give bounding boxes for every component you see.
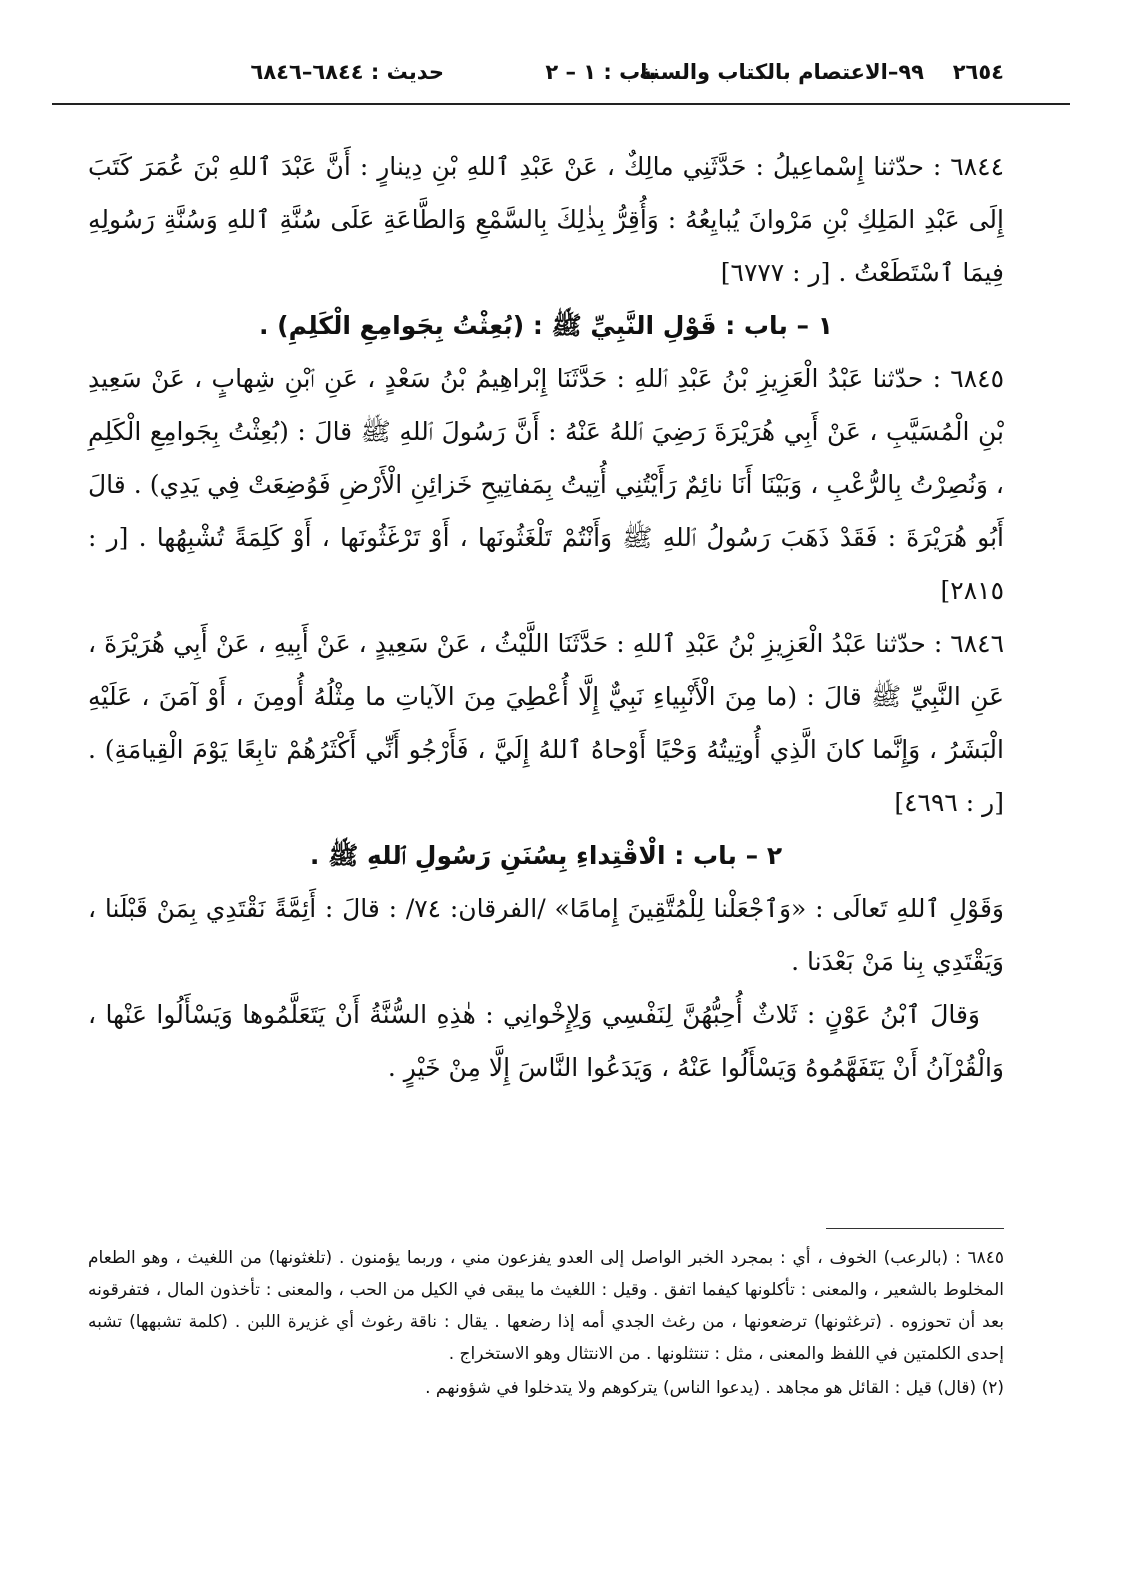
header-divider: [52, 103, 1070, 105]
main-text: [88, 140, 1004, 1094]
book-title: ٩٩–الاعتصام بالكتاب والسنة: [639, 60, 924, 84]
hadith-6845: ٦٨٤٥ : حدّثنا عَبْدُ الْعَزِيزِ بْنُ عَبْدِ ٱللهِ : حَدَّثَنَا إِبْراهِيمُ بْنُ سَعْدٍ ، عَنِ ٱبْنِ شِهابٍ ، عَنْ سَعِيدِ بْنِ الْمُسَيَّبِ ، عَنْ أَبِي هُرَيْرَةَ رَضِيَ ٱللهُ عَنْهُ : أَنَّ رَسُولَ ٱللهِ ﷺ قالَ : (بُعِثْتُ بِجَوامِعِ الْكَلِمِ ، وَنُصِرْتُ بِالرُّعْبِ ، وَبَيْنَا أَنَا نائِمٌ رَأَيْتُنِي أُتِيتُ بِمَفاتِيحِ خَزائِنِ الْأَرْضِ فَوُضِعَتْ فِي يَدِي) . قالَ أَبُو هُرَيْرَةَ : فَقَدْ ذَهَبَ رَسُولُ ٱللهِ ﷺ وَأَنْتُمْ تَلْغَثُونَها ، أَوْ تَرْغَثُونَها ، أَوْ كَلِمَةً تُشْبِهُها . [ر : ٢٨١٥]: [88, 364, 1004, 605]
chapter-heading-1: ١ – باب : قَوْلِ النَّبِيِّ ﷺ : (بُعِثْتُ بِجَوامِعِ الْكَلِمِ) .: [258, 311, 834, 340]
chapter-range: باب : ١ – ٢: [545, 60, 656, 84]
hadith-6844: ٦٨٤٤ : حدّثنا إِسْماعِيلُ : حَدَّثَنِي مالِكٌ ، عَنْ عَبْدِ ٱللهِ بْنِ دِينارٍ : أَنَّ عَبْدَ ٱللهِ بْنَ عُمَرَ كَتَبَ إِلَى عَبْدِ المَلِكِ بْنِ مَرْوانَ يُبايِعُهُ : وَأُقِرُّ بِذٰلِكَ بِالسَّمْعِ وَالطَّاعَةِ عَلَى سُنَّةِ ٱللهِ وَسُنَّةِ رَسُولِهِ فِيمَا ٱسْتَطَعْتُ . [ر : ٦٧٧٧]: [88, 152, 1004, 287]
running-header: [52, 52, 1004, 92]
footnotes: [88, 1242, 1004, 1404]
chapter-heading-2: ٢ – باب : الْاقْتِداءِ بِسُنَنِ رَسُولِ ٱللهِ ﷺ .: [309, 841, 783, 870]
ibn-awn-paragraph: وَقالَ ٱبْنُ عَوْنٍ : ثَلاثٌ أُحِبُّهُنَّ لِنَفْسِي وَلِإِخْوانِي : هٰذِهِ السُّنَّةُ أَنْ يَتَعَلَّمُوها وَيَسْأَلُوا عَنْها ، وَالْقُرْآنُ أَنْ يَتَفَهَّمُوهُ وَيَسْأَلُوا عَنْهُ ، وَيَدَعُوا النَّاسَ إِلَّا مِنْ خَيْرٍ .: [88, 1000, 1004, 1082]
footnote-2: (٢) (قال) قيل : القائل هو مجاهد . (يدعوا الناس) يتركوهم ولا يتدخلوا في شؤونهم .: [425, 1378, 1004, 1398]
footnote-6845: ٦٨٤٥ : (بالرعب) الخوف ، أي : بمجرد الخبر الواصل إلى العدو يفزعون مني ، وربما يؤمنون . (تلغثونها) من اللغيث ، وهو الطعام المخلوط بالشعير ، والمعنى : تأكلونها كيفما اتفق . وقيل : اللغيث ما يبقى في الكيل من الحب ، والمعنى : تأخذون المال ، فتفرقونه بعد أن تحوزوه . (ترغثونها) ترضعونها ، من رغث الجدي أمه إذا رضعها . يقال : ناقة رغوث أي غزيرة اللبن . (كلمة تشبهها) تشبه إحدى الكلمتين في اللفظ والمعنى ، مثل : تنتثلونها . من الانتثال وهو الاستخراج .: [88, 1248, 1004, 1364]
page-number: ٢٦٥٤: [952, 60, 1004, 84]
quran-citation-paragraph: وَقَوْلِ ٱللهِ تَعالَى : «وَٱجْعَلْنا لِلْمُتَّقِينَ إِمامًا» /الفرقان: ٧٤/ : قالَ : أَئِمَّةً نَقْتَدِي بِمَنْ قَبْلَنا ، وَيَقْتَدِي بِنا مَنْ بَعْدَنا .: [88, 894, 1004, 976]
hadith-range: حديث : ٦٨٤٤–٦٨٤٦: [250, 60, 444, 84]
footnote-divider: [826, 1228, 1004, 1229]
hadith-6846: ٦٨٤٦ : حدّثنا عَبْدُ الْعَزِيزِ بْنُ عَبْدِ ٱللهِ : حَدَّثَنَا اللَّيْثُ ، عَنْ سَعِيدٍ ، عَنْ أَبِيهِ ، عَنْ أَبِي هُرَيْرَةَ ، عَنِ النَّبِيِّ ﷺ قالَ : (ما مِنَ الْأَنْبِياءِ نَبِيٌّ إِلَّا أُعْطِيَ مِنَ الآياتِ ما مِثْلُهُ أُومِنَ ، أَوْ آمَنَ ، عَلَيْهِ الْبَشَرُ ، وَإِنَّما كانَ الَّذِي أُوتِيتُهُ وَحْيًا أَوْحاهُ ٱللهُ إِلَيَّ ، فَأَرْجُو أَنِّي أَكْثَرُهُمْ تابِعًا يَوْمَ الْقِيامَةِ) . [ر : ٤٦٩٦]: [88, 629, 1004, 817]
